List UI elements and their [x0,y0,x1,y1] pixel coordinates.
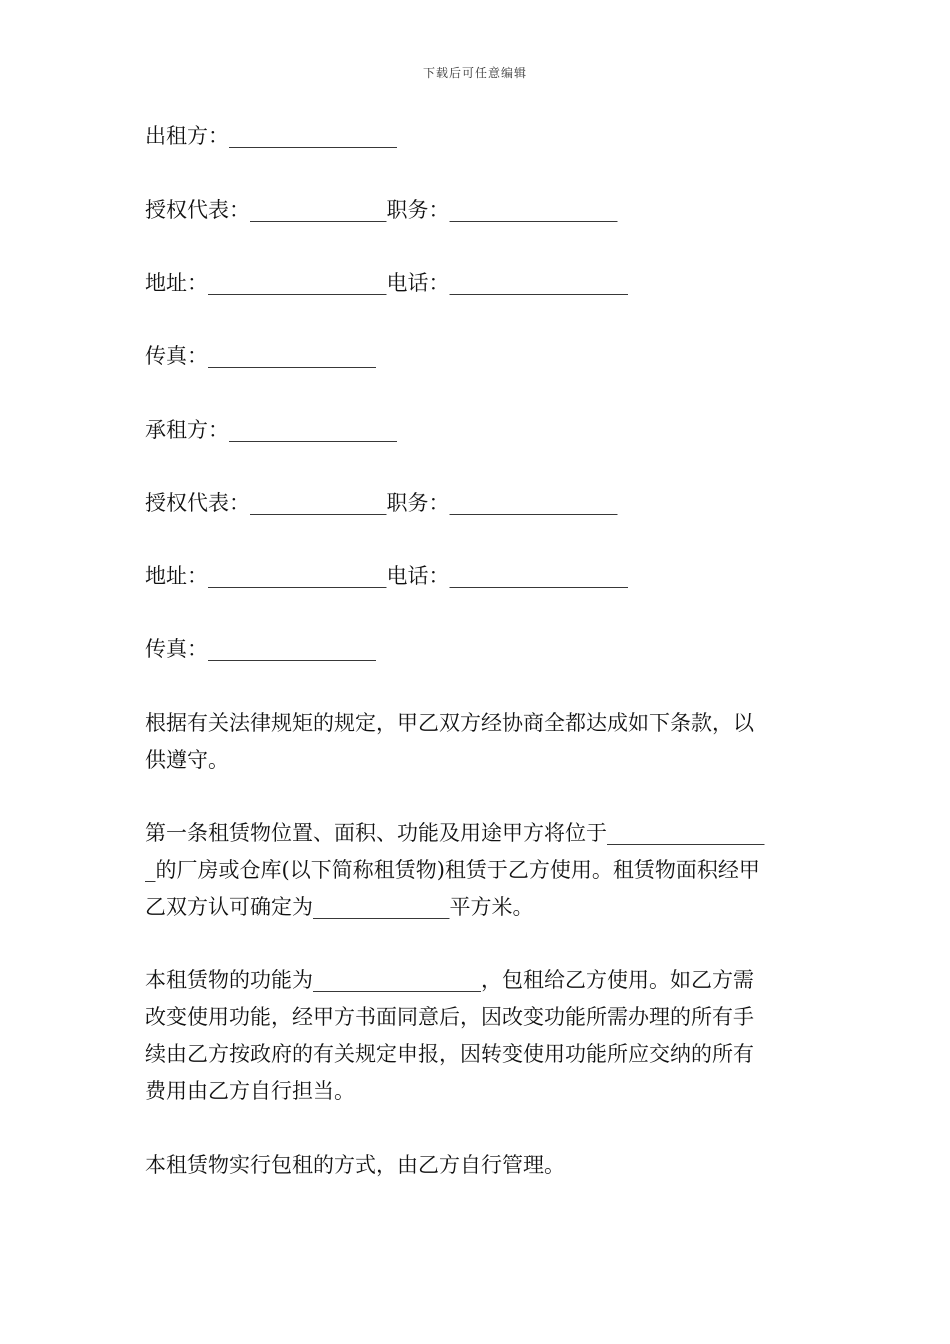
lessee-fax-field: 传真：________________ [145,637,376,661]
lessee-representative-field: 授权代表：_____________职务：________________ [145,491,618,515]
lessor-fax-field: 传真：________________ [145,344,376,368]
intro-paragraph [145,705,810,779]
lessor-field: 出租方：________________ [145,124,397,148]
article-1-line: 第一条租赁物位置、面积、功能及用途甲方将位于_______________ [145,821,765,845]
lessee-address-field: 地址：_________________电话：_________________ [145,564,628,588]
intro-line: 根据有关法律规矩的规定，甲乙双方经协商全都达成如下条款，以 [145,711,754,735]
lessor-address-field: 地址：_________________电话：_________________ [145,271,628,295]
function-line: 改变使用功能，经甲方书面同意后，因改变功能所需办理的所有手 [145,1005,754,1029]
article-1-line: _的厂房或仓库(以下简称租赁物)租赁于乙方使用。租赁物面积经甲 [145,858,760,882]
management-line: 本租赁物实行包租的方式，由乙方自行管理。 [145,1153,565,1177]
article-1-line: 乙双方认可确定为_____________平方米。 [145,895,534,919]
function-line: 本租赁物的功能为________________，包租给乙方使用。如乙方需 [145,968,754,992]
function-line: 续由乙方按政府的有关规定申报，因转变使用功能所应交纳的所有 [145,1042,754,1066]
function-line: 费用由乙方自行担当。 [145,1079,355,1103]
lessor-representative-field: 授权代表：_____________职务：________________ [145,198,618,222]
function-paragraph [145,962,810,1110]
article-1-paragraph [145,815,810,926]
page-header: 下载后可任意编辑 [422,66,527,80]
lessee-field: 承租方：________________ [145,418,397,442]
intro-line: 供遵守。 [145,748,229,772]
management-paragraph [145,1147,810,1184]
